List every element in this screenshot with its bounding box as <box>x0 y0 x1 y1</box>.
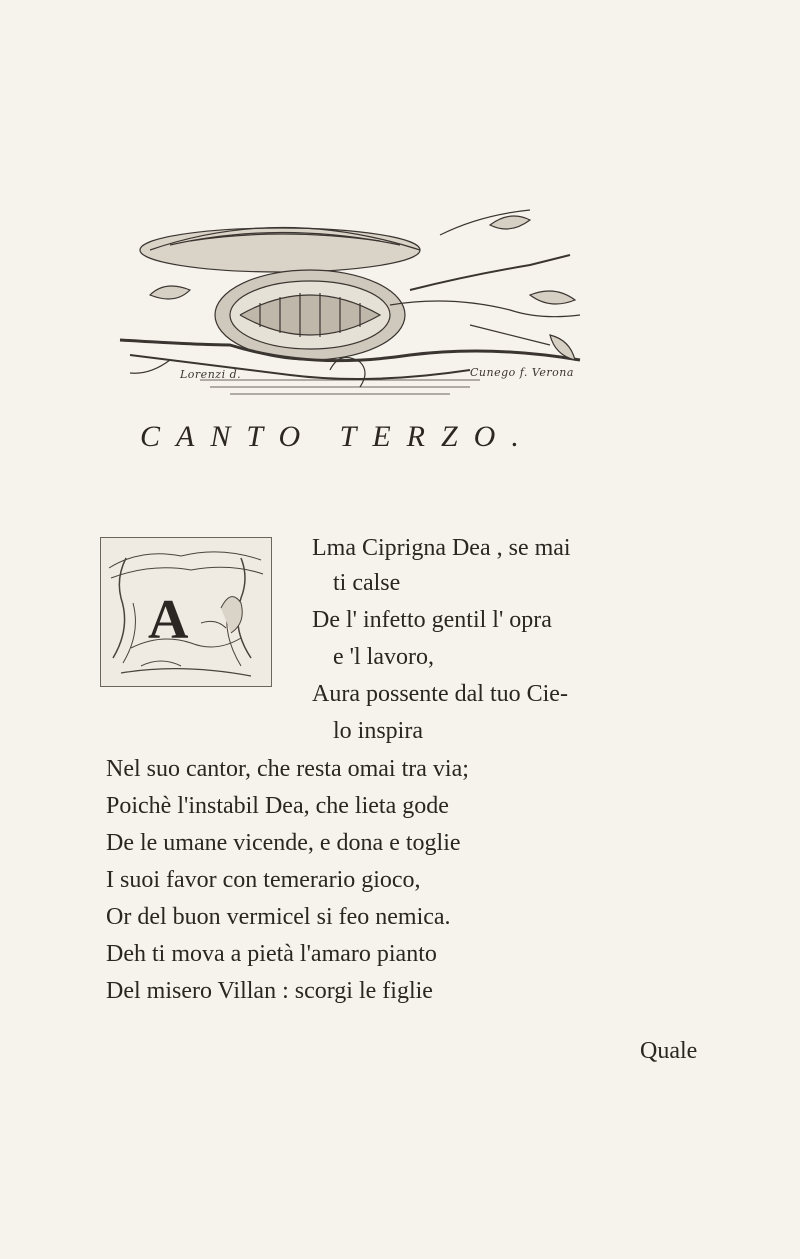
vignette-engraving <box>110 195 590 415</box>
verse-line: Or del buon vermicel si feo nemica. <box>106 904 451 930</box>
verse-line: Lma Ciprigna Dea , se mai <box>312 535 571 561</box>
verse-line: e 'l lavoro, <box>333 644 434 670</box>
canto-title: CANTO TERZO. <box>140 420 535 453</box>
verse-line: ti calse <box>333 570 401 596</box>
drop-cap-letter: A <box>148 589 189 651</box>
catchword: Quale <box>640 1038 698 1064</box>
verse-line: I suoi favor con temerario gioco, <box>106 867 421 893</box>
verse-line: Deh ti mova a pietà l'amaro pianto <box>106 941 437 967</box>
verse-line: De le umane vicende, e dona e toglie <box>106 830 461 856</box>
oyster-shell-vignette-icon <box>110 195 590 415</box>
verse-line: Aura possente dal tuo Cie- <box>312 681 568 707</box>
verse-line: De l' infetto gentil l' opra <box>312 607 552 633</box>
verse-line: Poichè l'instabil Dea, che lieta gode <box>106 793 449 819</box>
verse-line: Nel suo cantor, che resta omai tra via; <box>106 756 469 782</box>
verse-line: Del misero Villan : scorgi le figlie <box>106 978 433 1004</box>
engraver-signature-left: Lorenzi d. <box>180 368 242 381</box>
engraver-signature-right: Cunego f. Verona <box>470 366 574 379</box>
verse-line: lo inspira <box>333 718 423 744</box>
